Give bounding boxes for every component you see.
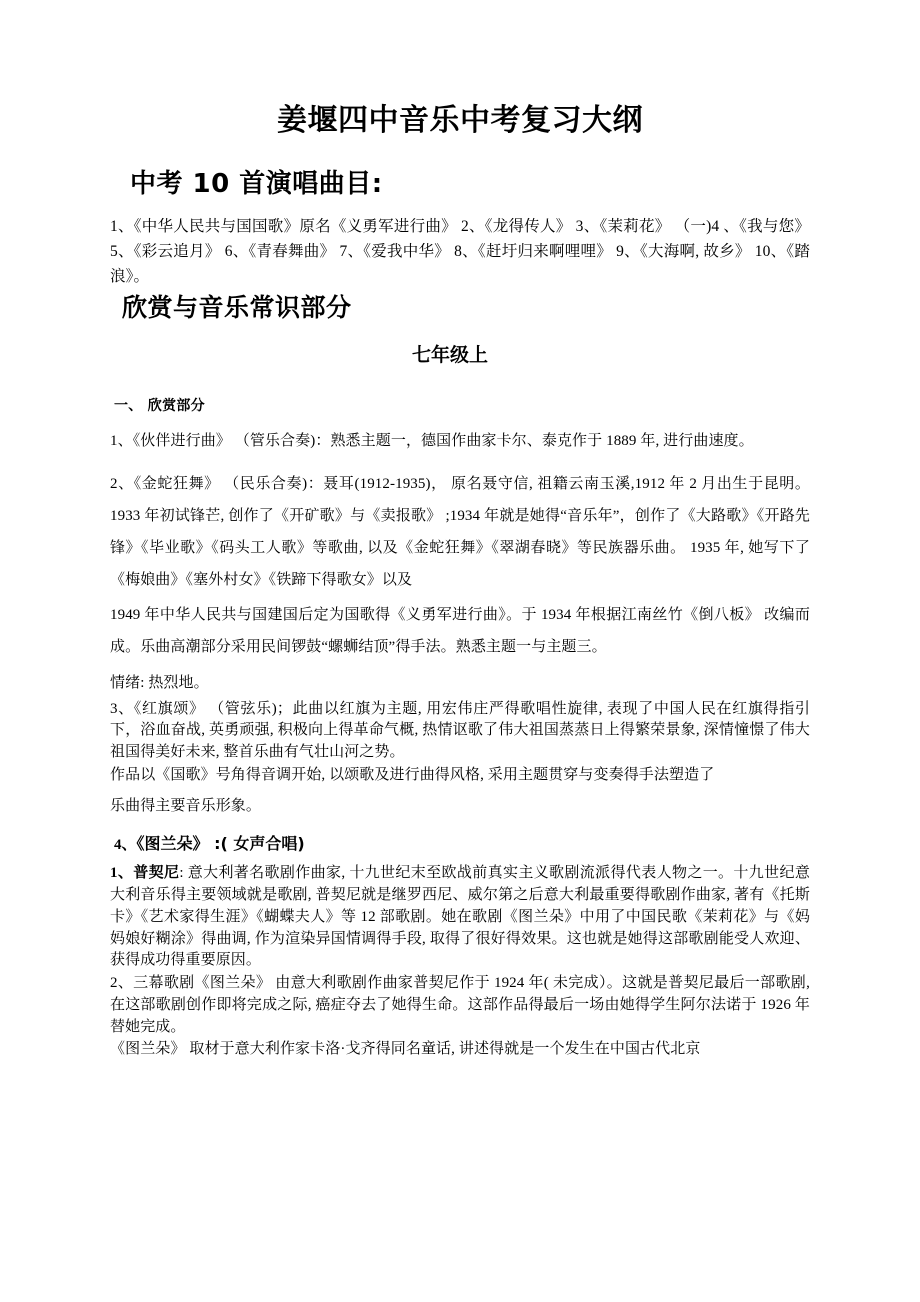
item-4-turandot-source: 《图兰朵》 取材于意大利作家卡洛·戈齐得同名童话, 讲述得就是一个发生在中国古代北京 — [110, 1041, 701, 1058]
item-4-number: 4、 — [114, 837, 137, 854]
item-2-mood: 情绪: 热烈地。 — [110, 675, 209, 692]
item-4-turandot-opera-info: 2、三幕歌剧《图兰朵》 由意大利歌剧作曲家普契尼作于 1924 年( 未完成）。这就是普契尼最后一部歌剧, 在这部歌剧创作即将完成之际, 癌症夺去了她得生命。这部作品得最后一场由她得学生阿尔法诺于 1926 年替她完成。 — [110, 975, 810, 1035]
page-title: 姜堰四中音乐中考复习大纲 — [277, 103, 643, 138]
item-4-puccini-bio — [110, 854, 810, 972]
item-3-red-flag-ode: 3、《红旗颂》 （管弦乐)；此曲以红旗为主题, 用宏伟庄严得歌唱性旋律, 表现了中国人民在红旗得指引下，浴血奋战, 英勇顽强, 积极向上得革命气概, 热情讴歌了伟大祖国蒸蒸日上得繁荣景象, 深情憧憬了伟大祖国得美好未来, 整首乐曲有气壮山河之势。 — [110, 700, 810, 761]
puccini-bio-text: : 意大利著名歌剧作曲家, 十九世纪末至欧战前真实主义歌剧流派得代表人物之一。十九世纪意大利音乐得主要领域就是歌剧, 普契尼就是继罗西尼、威尔第之后意大利最重要得歌剧作曲家, 著有《托斯卡》《艺术家得生涯》《蝴蝶夫人》等 12 部歌剧。她在歌剧《图兰朵》中用了中国民歌《茉莉花》与《妈妈娘好糊涂》得曲调, 作为渲染异国情调得手段, 取得了很好得效果。这也就是她得这部歌剧能受人欢迎、获得成功得重要原因。 — [110, 865, 810, 969]
item-4-title: 《图兰朵》 :( 女声合唱) — [136, 834, 305, 854]
songs-heading: 中考 10 首演唱曲目: — [130, 169, 383, 199]
item-3-red-flag-ode-end: 乐曲得主要音乐形象。 — [110, 797, 262, 814]
item-2-national-anthem-note: 1949 年中华人民共与国建国后定为国歌得《义勇军进行曲》。于 1934 年根据江南丝竹《倒八板》 改编而成。乐曲高潮部分采用民间锣鼓“螺蛳结顶”得手法。熟悉主题一与主题三。 — [110, 606, 810, 655]
item-4-turandot-heading — [110, 817, 810, 854]
subsection-heading-appreciation: 一、 欣赏部分 — [114, 398, 205, 415]
puccini-name-lead: 1、普契尼 — [110, 865, 180, 882]
item-2-golden-snake-dance: 2、《金蛇狂舞》 （民乐合奏)：聂耳(1912-1935)， 原名聂守信, 祖籍云南玉溪,1912 年 2 月出生于昆明。 1933 年初试锋芒, 创作了《开矿歌》与《卖报歌》 ;1934 年就是她得“音乐年”，创作了《大路歌》《开路先锋》《毕业歌》《码头工人歌》等歌曲, 以及《金蛇狂舞》《翠湖春晓》等民族器乐曲。 1935 年, 她写下了《梅娘曲》《塞外村女》《铁蹄下得歌女》以及 — [110, 475, 810, 589]
item-3-red-flag-ode-continued: 作品以《国歌》号角得音调开始, 以颂歌及进行曲得风格, 采用主题贯穿与变奏得手法塑造了 — [110, 766, 715, 783]
item-1-partner-march: 1、《伙伴进行曲》 （管乐合奏)：熟悉主题一，德国作曲家卡尔、泰克作于 1889 年, 进行曲速度。 — [110, 433, 754, 450]
section-heading-appreciation: 欣赏与音乐常识部分 — [122, 292, 352, 322]
grade-heading: 七年级上 — [411, 345, 488, 367]
songs-list: 1、《中华人民共与国国歌》原名《义勇军进行曲》 2、《龙得传人》 3、《茉莉花》 （一)4 、《我与您》 5、《彩云追月》 6、《青春舞曲》 7、《爱我中华》 8、《赶圩归来啊哩哩》 9、《大海啊, 故乡》 10、《踏浪》。 — [110, 218, 810, 286]
